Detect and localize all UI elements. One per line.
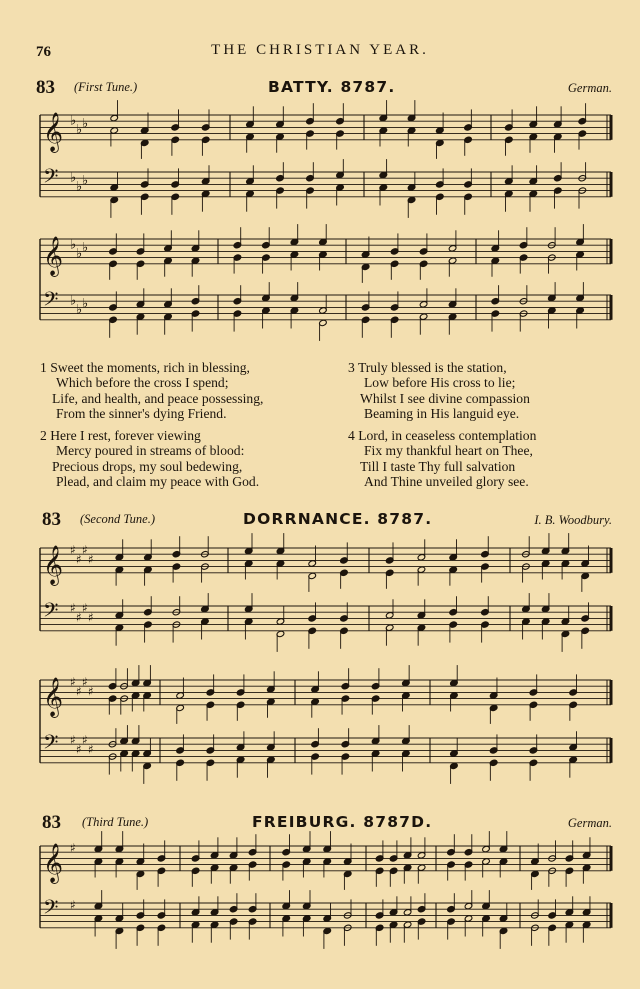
verse-line: Whilst I see divine compassion <box>360 390 530 406</box>
tune-title: DORRNANCE. 8787. <box>243 510 433 528</box>
sharp-sign: ♯ <box>76 552 82 567</box>
tune-label: (First Tune.) <box>74 80 138 94</box>
sharp-sign: ♯ <box>76 742 82 757</box>
composer-credit: I. B. Woodbury. <box>534 513 612 527</box>
hymn-number: 83 <box>42 509 61 530</box>
sharp-sign: ♯ <box>76 610 82 625</box>
running-head: THE CHRISTIAN YEAR. <box>211 42 429 58</box>
bass-clef: 𝄢 <box>43 164 59 193</box>
verse-line: Beaming in His languid eye. <box>364 405 520 421</box>
verse-line: 2 Here I rest, forever viewing <box>40 428 201 443</box>
verse-line: 4 Lord, in ceaseless contemplation <box>348 428 537 443</box>
hymn-number: 83 <box>42 812 61 833</box>
sharp-sign: ♯ <box>70 898 76 913</box>
sharp-sign: ♯ <box>88 742 94 757</box>
treble-clef: 𝄞 <box>43 111 64 152</box>
treble-clef: 𝄞 <box>43 842 64 883</box>
sharp-sign: ♯ <box>82 601 88 616</box>
verse-line: Which before the cross I spend; <box>56 375 229 391</box>
flat-sign: ♭ <box>82 173 89 189</box>
hymn-number: 83 <box>36 77 55 98</box>
flat-sign: ♭ <box>82 240 89 256</box>
flat-sign: ♭ <box>82 116 89 132</box>
bass-clef: 𝄢 <box>43 895 59 924</box>
flat-sign: ♭ <box>76 302 83 318</box>
sharp-sign: ♯ <box>70 543 76 558</box>
flat-sign: ♭ <box>70 293 77 309</box>
tune-label: (Second Tune.) <box>80 512 155 526</box>
bass-clef: 𝄢 <box>43 598 59 627</box>
verse-line: Fix my thankful heart on Thee, <box>364 443 533 459</box>
sharp-sign: ♯ <box>70 675 76 690</box>
treble-clef: 𝄞 <box>43 544 64 585</box>
verse-line: 1 Sweet the moments, rich in blessing, <box>40 360 250 375</box>
verse-line: From the sinner's dying Friend. <box>56 405 227 421</box>
sharp-sign: ♯ <box>70 733 76 748</box>
flat-sign: ♭ <box>70 113 77 129</box>
flat-sign: ♭ <box>76 179 83 195</box>
flat-sign: ♭ <box>70 170 77 186</box>
flat-sign: ♭ <box>76 246 83 262</box>
sharp-sign: ♯ <box>88 552 94 567</box>
composer-credit: German. <box>567 816 612 830</box>
sharp-sign: ♯ <box>76 684 82 699</box>
page-number: 76 <box>36 44 51 60</box>
sharp-sign: ♯ <box>88 610 94 625</box>
tune-title: FREIBURG. 8787D. <box>252 813 433 831</box>
bass-clef: 𝄢 <box>43 287 59 316</box>
sharp-sign: ♯ <box>88 684 94 699</box>
bass-clef: 𝄢 <box>43 730 59 759</box>
sharp-sign: ♯ <box>82 675 88 690</box>
tune-label: (Third Tune.) <box>82 815 149 829</box>
sharp-sign: ♯ <box>82 733 88 748</box>
composer-credit: German. <box>567 81 612 95</box>
verse-line: Mercy poured in streams of blood: <box>56 443 245 459</box>
sharp-sign: ♯ <box>82 543 88 558</box>
flat-sign: ♭ <box>76 122 83 138</box>
verse-line: Low before His cross to lie; <box>364 375 516 391</box>
tune-title: BATTY. 8787. <box>268 78 396 96</box>
verse-line: Till I taste Thy full salvation <box>360 458 516 474</box>
verse-line: And Thine unveiled glory see. <box>364 473 529 489</box>
verse-line: Precious drops, my soul bedewing, <box>52 458 243 474</box>
flat-sign: ♭ <box>82 296 89 312</box>
treble-clef: 𝄞 <box>43 235 64 276</box>
verse-line: Plead, and claim my peace with God. <box>56 473 260 489</box>
treble-clef: 𝄞 <box>43 676 64 717</box>
sharp-sign: ♯ <box>70 601 76 616</box>
verse-line: 3 Truly blessed is the station, <box>348 360 507 375</box>
verse-line: Life, and health, and peace possessing, <box>52 390 264 406</box>
flat-sign: ♭ <box>70 237 77 253</box>
sharp-sign: ♯ <box>70 841 76 856</box>
